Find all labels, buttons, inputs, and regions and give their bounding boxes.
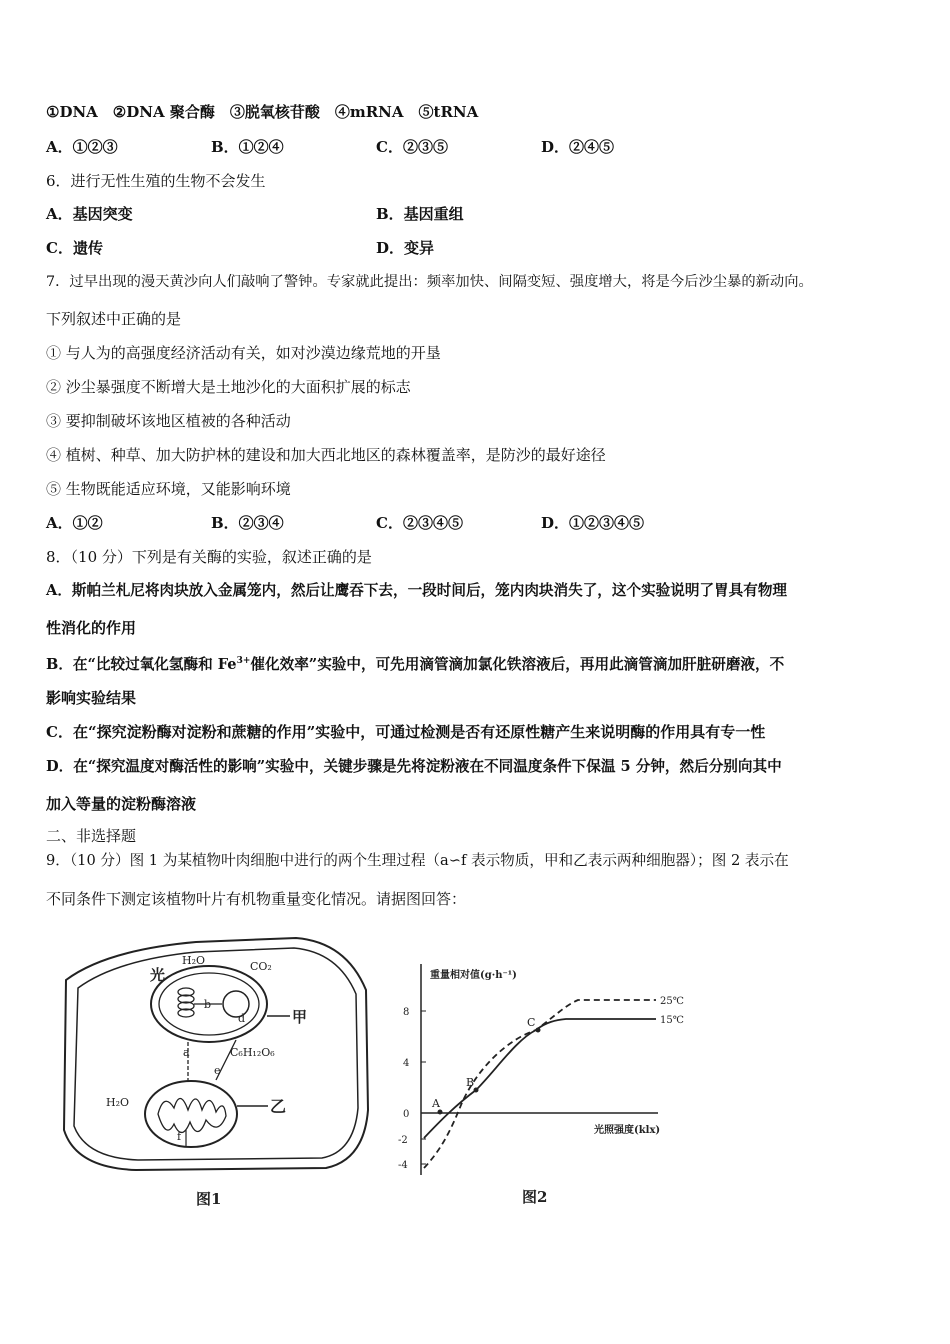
- q7-stem-line1: 7．过早出现的漫天黄沙向人们敲响了警钟。专家就此提出：频率加快、间隔变短、强度增大，将是今后沙尘暴的新动向。: [46, 274, 813, 290]
- label-a: a: [183, 1046, 190, 1059]
- q5-items: ①DNA ②DNA 聚合酶 ③脱氧核苷酸 ④mRNA ⑤tRNA: [46, 103, 479, 121]
- q8-option-d-line1[interactable]: D．在“探究温度对酶活性的影响”实验中，关键步骤是先将淀粉液在不同温度条件下保温 5 分钟，然后分别向其中: [46, 758, 782, 775]
- figure-2: [398, 964, 684, 1206]
- q8-option-a-line2: 性消化的作用: [46, 619, 137, 637]
- q8-option-a-line1[interactable]: A．斯帕兰札尼将肉块放入金属笼内，然后让鹰吞下去，一段时间后，笼内肉块消失了，这个实验说明了胃具有物理: [46, 582, 788, 599]
- label-light: 光: [150, 966, 166, 984]
- q6-option-d[interactable]: D．变异: [376, 239, 435, 257]
- label-e: e: [214, 1064, 221, 1077]
- point-a: [438, 1110, 443, 1115]
- q8-option-b-line1[interactable]: [46, 651, 784, 675]
- q8-option-b-text-post: 催化效率”实验中，可先用滴管滴加氯化铁溶液后，再用此滴管滴加肝脏研磨液，不: [250, 655, 785, 673]
- tick-label-neg2: -2: [398, 1135, 408, 1146]
- point-b-label: B: [466, 1076, 475, 1089]
- q8-option-b-text-pre: B．在“比较过氧化氢酶和 Fe: [46, 655, 237, 673]
- q7-stem-line2: 下列叙述中正确的是: [46, 310, 182, 328]
- label-f: f: [177, 1130, 182, 1143]
- q8-option-b-superscript: 3+: [236, 656, 251, 666]
- q6-option-c[interactable]: C．遗传: [46, 239, 103, 257]
- series-15c-line: [424, 1019, 656, 1138]
- q8-option-c-line1[interactable]: C．在“探究淀粉酶对淀粉和蔗糖的作用”实验中，可通过检测是否有还原性糖产生来说明酶的作用具有专一性: [46, 723, 766, 741]
- q7-statement-4: ④ 植树、种草、加大防护林的建设和加大西北地区的森林覆盖率，是防沙的最好途径: [46, 446, 606, 464]
- mitochondrion-cristae: [158, 1098, 226, 1132]
- series-15c-label: 15℃: [660, 1015, 684, 1026]
- point-b: [474, 1088, 479, 1093]
- chart-x-label: 光照强度(klx): [594, 1125, 661, 1136]
- q9-figures: [46, 920, 710, 1210]
- q7-statement-1: ① 与人为的高强度经济活动有关，如对沙漠边缘荒地的开垦: [46, 344, 441, 362]
- thylakoid-stack: [178, 988, 194, 1017]
- q6-stem: 6．进行无性生殖的生物不会发生: [46, 172, 266, 190]
- label-jia: 甲: [292, 1008, 308, 1026]
- q5-option-d[interactable]: D．②④⑤: [541, 138, 615, 156]
- q7-statement-3: ③ 要抑制破坏该地区植被的各种活动: [46, 412, 291, 430]
- q8-stem: 8．（10 分）下列是有关酶的实验，叙述正确的是: [46, 548, 372, 566]
- q6-option-b[interactable]: B．基因重组: [376, 205, 464, 223]
- q9-stem-line2: 不同条件下测定该植物叶片有机物重量变化情况。请据图回答：: [46, 890, 467, 908]
- calvin-cycle: [223, 991, 249, 1017]
- point-c: [536, 1028, 541, 1033]
- series-25c-label: 25℃: [660, 996, 684, 1007]
- label-d: d: [238, 1012, 246, 1025]
- figure-1: [64, 938, 368, 1170]
- tick-label-8: 8: [403, 1007, 410, 1018]
- q9-stem-line1: 9．（10 分）图 1 为某植物叶肉细胞中进行的两个生理过程（a∽f 表示物质，甲和乙表示两种细胞器）；图 2 表示在: [46, 852, 789, 869]
- label-c6h12o6: C₆H₁₂O₆: [230, 1046, 275, 1059]
- label-h2o-left: H₂O: [106, 1096, 130, 1109]
- section-heading: 二、非选择题: [46, 827, 137, 845]
- q8-option-d-line2: 加入等量的淀粉酶溶液: [46, 795, 197, 813]
- q7-statement-2: ② 沙尘暴强度不断增大是土地沙化的大面积扩展的标志: [46, 378, 411, 396]
- label-yi: 乙: [270, 1097, 287, 1116]
- q7-option-a[interactable]: A．①②: [46, 514, 103, 532]
- point-c-label: C: [527, 1016, 536, 1029]
- q7-option-b[interactable]: B．②③④: [211, 514, 284, 532]
- mitochondrion-outer: [145, 1081, 237, 1147]
- q5-option-a[interactable]: A．①②③: [46, 138, 118, 156]
- series-25c-line: [424, 1000, 656, 1168]
- q7-option-d[interactable]: D．①②③④⑤: [541, 514, 645, 532]
- label-b: b: [204, 998, 212, 1011]
- figure-1-caption: 图1: [196, 1190, 222, 1208]
- tick-label-0: 0: [403, 1109, 410, 1120]
- figures-svg: [46, 920, 710, 1210]
- cell-membrane: [74, 948, 358, 1160]
- point-a-label: A: [432, 1097, 440, 1110]
- q5-option-c[interactable]: C．②③⑤: [376, 138, 448, 156]
- chart-y-label: 重量相对值(g·h⁻¹): [430, 970, 517, 981]
- q7-statement-5: ⑤ 生物既能适应环境，又能影响环境: [46, 480, 291, 498]
- q5-option-b[interactable]: B．①②④: [211, 138, 284, 156]
- q6-option-a[interactable]: A．基因突变: [46, 205, 133, 223]
- figure-2-caption: 图2: [522, 1188, 548, 1206]
- label-h2o-top: H₂O: [182, 954, 206, 967]
- q7-option-c[interactable]: C．②③④⑤: [376, 514, 463, 532]
- tick-label-4: 4: [403, 1058, 410, 1069]
- label-co2: CO₂: [250, 960, 272, 973]
- q8-option-b-line2: 影响实验结果: [46, 689, 137, 707]
- tick-label-neg4: -4: [398, 1160, 408, 1171]
